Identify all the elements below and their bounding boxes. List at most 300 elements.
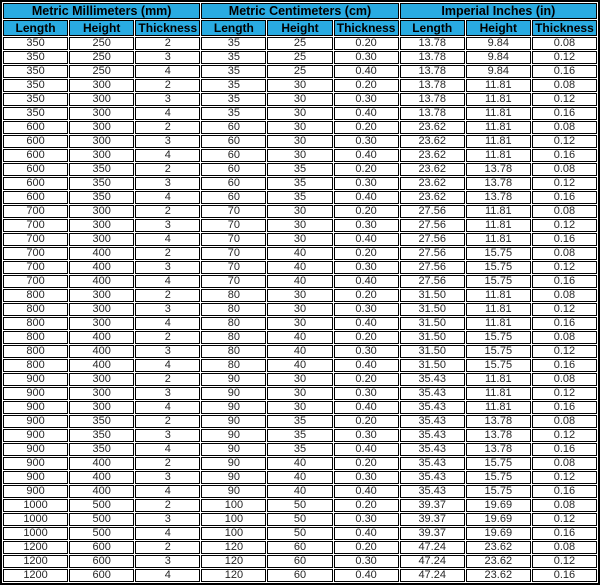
cell: 15.75 (466, 275, 531, 288)
cell: 80 (201, 359, 266, 372)
cell: 0.12 (532, 471, 597, 484)
cell: 39.37 (400, 527, 465, 540)
cell: 350 (3, 51, 68, 64)
table-row (3, 415, 597, 428)
cell: 0.30 (334, 51, 399, 64)
cell: 300 (69, 79, 134, 92)
cell: 0.08 (532, 247, 597, 260)
cell: 0.16 (532, 401, 597, 414)
cell: 19.69 (466, 527, 531, 540)
cell: 120 (201, 569, 266, 582)
cell: 25 (267, 51, 332, 64)
cell: 0.20 (334, 541, 399, 554)
cell: 800 (3, 359, 68, 372)
cell: 800 (3, 317, 68, 330)
cell: 90 (201, 387, 266, 400)
column-header-cm-thickness: Thickness (334, 20, 399, 36)
cell: 30 (267, 205, 332, 218)
cell: 3 (135, 513, 200, 526)
cell: 30 (267, 219, 332, 232)
cell: 250 (69, 37, 134, 50)
cell: 80 (201, 289, 266, 302)
cell: 800 (3, 289, 68, 302)
cell: 60 (267, 555, 332, 568)
cell: 300 (69, 373, 134, 386)
cell: 300 (69, 135, 134, 148)
cell: 23.62 (400, 149, 465, 162)
table-row (3, 569, 597, 582)
cell: 1000 (3, 513, 68, 526)
cell: 800 (3, 345, 68, 358)
cell: 2 (135, 37, 200, 50)
cell: 1000 (3, 527, 68, 540)
cell: 4 (135, 359, 200, 372)
cell: 350 (69, 415, 134, 428)
cell: 4 (135, 401, 200, 414)
cell: 70 (201, 261, 266, 274)
cell: 0.12 (532, 555, 597, 568)
cell: 700 (3, 233, 68, 246)
cell: 40 (267, 485, 332, 498)
cell: 0.30 (334, 513, 399, 526)
cell: 27.56 (400, 205, 465, 218)
cell: 70 (201, 205, 266, 218)
cell: 4 (135, 485, 200, 498)
table-row (3, 429, 597, 442)
cell: 0.12 (532, 135, 597, 148)
cell: 600 (3, 135, 68, 148)
cell: 0.12 (532, 51, 597, 64)
cell: 30 (267, 121, 332, 134)
cell: 60 (201, 163, 266, 176)
table-row (3, 79, 597, 92)
cell: 0.20 (334, 205, 399, 218)
cell: 600 (69, 569, 134, 582)
cell: 25 (267, 65, 332, 78)
cell: 30 (267, 79, 332, 92)
cell: 30 (267, 289, 332, 302)
cell: 50 (267, 513, 332, 526)
cell: 800 (3, 331, 68, 344)
cell: 500 (69, 499, 134, 512)
cell: 30 (267, 149, 332, 162)
cell: 0.40 (334, 107, 399, 120)
table-row (3, 359, 597, 372)
cell: 15.75 (466, 471, 531, 484)
cell: 23.62 (400, 177, 465, 190)
cell: 23.62 (466, 569, 531, 582)
cell: 11.81 (466, 233, 531, 246)
cell: 4 (135, 149, 200, 162)
cell: 2 (135, 163, 200, 176)
cell: 15.75 (466, 345, 531, 358)
table-row (3, 443, 597, 456)
cell: 3 (135, 51, 200, 64)
cell: 35 (201, 79, 266, 92)
cell: 35 (267, 191, 332, 204)
cell: 0.12 (532, 177, 597, 190)
group-header-metric-millimeters: Metric Millimeters (mm) (3, 3, 200, 19)
cell: 27.56 (400, 275, 465, 288)
cell: 13.78 (400, 51, 465, 64)
cell: 400 (69, 457, 134, 470)
cell: 11.81 (466, 93, 531, 106)
column-header-in-height: Height (466, 20, 531, 36)
cell: 2 (135, 541, 200, 554)
table-row (3, 149, 597, 162)
cell: 4 (135, 527, 200, 540)
cell: 0.40 (334, 191, 399, 204)
cell: 0.20 (334, 331, 399, 344)
cell: 9.84 (466, 37, 531, 50)
table-row (3, 527, 597, 540)
cell: 13.78 (466, 163, 531, 176)
cell: 35 (267, 429, 332, 442)
cell: 0.20 (334, 373, 399, 386)
cell: 4 (135, 443, 200, 456)
cell: 27.56 (400, 219, 465, 232)
cell: 0.30 (334, 345, 399, 358)
cell: 0.30 (334, 219, 399, 232)
cell: 400 (69, 359, 134, 372)
cell: 100 (201, 499, 266, 512)
cell: 23.62 (466, 541, 531, 554)
cell: 0.20 (334, 37, 399, 50)
cell: 350 (3, 107, 68, 120)
column-header-row (3, 20, 597, 36)
cell: 700 (3, 261, 68, 274)
cell: 3 (135, 303, 200, 316)
cell: 60 (267, 569, 332, 582)
cell: 0.30 (334, 429, 399, 442)
cell: 2 (135, 289, 200, 302)
cell: 0.12 (532, 513, 597, 526)
cell: 11.81 (466, 79, 531, 92)
cell: 40 (267, 471, 332, 484)
table-row (3, 373, 597, 386)
cell: 11.81 (466, 205, 531, 218)
cell: 400 (69, 261, 134, 274)
cell: 900 (3, 415, 68, 428)
cell: 31.50 (400, 345, 465, 358)
cell: 35.43 (400, 415, 465, 428)
cell: 39.37 (400, 499, 465, 512)
cell: 15.75 (466, 247, 531, 260)
cell: 9.84 (466, 65, 531, 78)
cell: 30 (267, 387, 332, 400)
cell: 0.40 (334, 275, 399, 288)
cell: 30 (267, 401, 332, 414)
table-row (3, 121, 597, 134)
table-row (3, 457, 597, 470)
cell: 300 (69, 93, 134, 106)
cell: 40 (267, 457, 332, 470)
cell: 0.40 (334, 569, 399, 582)
cell: 2 (135, 373, 200, 386)
cell: 11.81 (466, 317, 531, 330)
cell: 0.20 (334, 121, 399, 134)
table-row (3, 261, 597, 274)
cell: 0.20 (334, 163, 399, 176)
table-row (3, 65, 597, 78)
cell: 3 (135, 471, 200, 484)
cell: 0.20 (334, 499, 399, 512)
cell: 300 (69, 387, 134, 400)
table-row (3, 387, 597, 400)
cell: 35 (201, 37, 266, 50)
cell: 900 (3, 401, 68, 414)
cell: 13.78 (466, 191, 531, 204)
cell: 35 (267, 163, 332, 176)
cell: 80 (201, 331, 266, 344)
cell: 2 (135, 121, 200, 134)
cell: 60 (201, 191, 266, 204)
cell: 300 (69, 303, 134, 316)
cell: 31.50 (400, 303, 465, 316)
cell: 400 (69, 275, 134, 288)
cell: 31.50 (400, 317, 465, 330)
cell: 600 (69, 555, 134, 568)
cell: 0.16 (532, 191, 597, 204)
cell: 300 (69, 401, 134, 414)
column-header-cm-height: Height (267, 20, 332, 36)
cell: 60 (201, 149, 266, 162)
cell: 23.62 (400, 191, 465, 204)
cell: 80 (201, 303, 266, 316)
cell: 0.12 (532, 303, 597, 316)
cell: 35.43 (400, 429, 465, 442)
cell: 11.81 (466, 401, 531, 414)
cell: 40 (267, 247, 332, 260)
column-header-mm-thickness: Thickness (135, 20, 200, 36)
cell: 3 (135, 555, 200, 568)
cell: 27.56 (400, 233, 465, 246)
cell: 13.78 (400, 93, 465, 106)
cell: 350 (69, 429, 134, 442)
cell: 27.56 (400, 247, 465, 260)
cell: 4 (135, 233, 200, 246)
cell: 35 (201, 107, 266, 120)
cell: 900 (3, 443, 68, 456)
cell: 700 (3, 219, 68, 232)
cell: 0.08 (532, 541, 597, 554)
cell: 0.08 (532, 373, 597, 386)
cell: 35.43 (400, 373, 465, 386)
cell: 39.37 (400, 513, 465, 526)
cell: 0.30 (334, 303, 399, 316)
cell: 1200 (3, 555, 68, 568)
cell: 100 (201, 513, 266, 526)
table-row (3, 233, 597, 246)
cell: 4 (135, 275, 200, 288)
cell: 70 (201, 247, 266, 260)
cell: 0.08 (532, 289, 597, 302)
cell: 100 (201, 527, 266, 540)
cell: 0.40 (334, 149, 399, 162)
cell: 0.16 (532, 317, 597, 330)
cell: 2 (135, 331, 200, 344)
cell: 47.24 (400, 541, 465, 554)
cell: 350 (69, 163, 134, 176)
cell: 35 (201, 51, 266, 64)
cell: 0.30 (334, 261, 399, 274)
cell: 0.30 (334, 135, 399, 148)
cell: 40 (267, 345, 332, 358)
table-row (3, 401, 597, 414)
cell: 27.56 (400, 261, 465, 274)
cell: 300 (69, 289, 134, 302)
table-row (3, 541, 597, 554)
cell: 4 (135, 65, 200, 78)
cell: 9.84 (466, 51, 531, 64)
cell: 2 (135, 499, 200, 512)
cell: 11.81 (466, 135, 531, 148)
cell: 0.16 (532, 275, 597, 288)
cell: 23.62 (400, 121, 465, 134)
cell: 30 (267, 373, 332, 386)
cell: 250 (69, 51, 134, 64)
cell: 0.30 (334, 471, 399, 484)
cell: 1200 (3, 541, 68, 554)
cell: 13.78 (400, 107, 465, 120)
cell: 35 (267, 415, 332, 428)
cell: 0.08 (532, 457, 597, 470)
table-row (3, 93, 597, 106)
table-row (3, 555, 597, 568)
cell: 30 (267, 317, 332, 330)
cell: 300 (69, 233, 134, 246)
cell: 400 (69, 485, 134, 498)
cell: 40 (267, 275, 332, 288)
cell: 23.62 (466, 555, 531, 568)
cell: 4 (135, 569, 200, 582)
cell: 700 (3, 275, 68, 288)
cell: 30 (267, 107, 332, 120)
cell: 50 (267, 527, 332, 540)
column-header-mm-length: Length (3, 20, 68, 36)
cell: 50 (267, 499, 332, 512)
cell: 3 (135, 93, 200, 106)
cell: 900 (3, 457, 68, 470)
cell: 31.50 (400, 359, 465, 372)
cell: 0.40 (334, 401, 399, 414)
cell: 35.43 (400, 443, 465, 456)
cell: 0.08 (532, 163, 597, 176)
cell: 0.08 (532, 499, 597, 512)
cell: 250 (69, 65, 134, 78)
cell: 0.20 (334, 289, 399, 302)
cell: 80 (201, 317, 266, 330)
table-row (3, 331, 597, 344)
cell: 90 (201, 443, 266, 456)
cell: 90 (201, 415, 266, 428)
cell: 13.78 (466, 429, 531, 442)
cell: 0.12 (532, 93, 597, 106)
cell: 1000 (3, 499, 68, 512)
cell: 900 (3, 471, 68, 484)
cell: 4 (135, 191, 200, 204)
cell: 70 (201, 275, 266, 288)
cell: 500 (69, 513, 134, 526)
cell: 900 (3, 485, 68, 498)
cell: 300 (69, 121, 134, 134)
cell: 600 (69, 541, 134, 554)
cell: 13.78 (466, 177, 531, 190)
cell: 0.20 (334, 415, 399, 428)
table-row (3, 51, 597, 64)
table-row (3, 275, 597, 288)
cell: 400 (69, 345, 134, 358)
cell: 70 (201, 233, 266, 246)
cell: 0.16 (532, 527, 597, 540)
cell: 700 (3, 247, 68, 260)
table-row (3, 205, 597, 218)
cell: 2 (135, 79, 200, 92)
cell: 25 (267, 37, 332, 50)
cell: 0.16 (532, 107, 597, 120)
cell: 35.43 (400, 485, 465, 498)
cell: 0.16 (532, 443, 597, 456)
cell: 40 (267, 261, 332, 274)
cell: 350 (3, 93, 68, 106)
cell: 30 (267, 135, 332, 148)
cell: 400 (69, 471, 134, 484)
cell: 19.69 (466, 513, 531, 526)
cell: 90 (201, 401, 266, 414)
cell: 13.78 (400, 65, 465, 78)
cell: 0.08 (532, 79, 597, 92)
cell: 35 (267, 177, 332, 190)
cell: 40 (267, 331, 332, 344)
table-row (3, 471, 597, 484)
cell: 2 (135, 457, 200, 470)
cell: 19.69 (466, 499, 531, 512)
cell: 35 (267, 443, 332, 456)
cell: 13.78 (400, 79, 465, 92)
cell: 0.16 (532, 485, 597, 498)
column-header-mm-height: Height (69, 20, 134, 36)
cell: 300 (69, 219, 134, 232)
cell: 0.12 (532, 261, 597, 274)
table-row (3, 513, 597, 526)
cell: 0.40 (334, 485, 399, 498)
cell: 120 (201, 541, 266, 554)
cell: 0.20 (334, 457, 399, 470)
cell: 350 (3, 37, 68, 50)
group-header-imperial-inches: Imperial Inches (in) (400, 3, 597, 19)
cell: 0.40 (334, 317, 399, 330)
cell: 0.40 (334, 359, 399, 372)
cell: 0.12 (532, 345, 597, 358)
cell: 60 (201, 135, 266, 148)
cell: 2 (135, 205, 200, 218)
cell: 35.43 (400, 457, 465, 470)
cell: 0.08 (532, 415, 597, 428)
cell: 15.75 (466, 261, 531, 274)
unit-group-header-row (3, 3, 597, 19)
cell: 90 (201, 457, 266, 470)
cell: 600 (3, 149, 68, 162)
table-row (3, 499, 597, 512)
cell: 0.12 (532, 387, 597, 400)
cell: 500 (69, 527, 134, 540)
cell: 0.08 (532, 205, 597, 218)
cell: 35.43 (400, 471, 465, 484)
cell: 300 (69, 205, 134, 218)
table-row (3, 247, 597, 260)
cell: 30 (267, 233, 332, 246)
cell: 47.24 (400, 569, 465, 582)
